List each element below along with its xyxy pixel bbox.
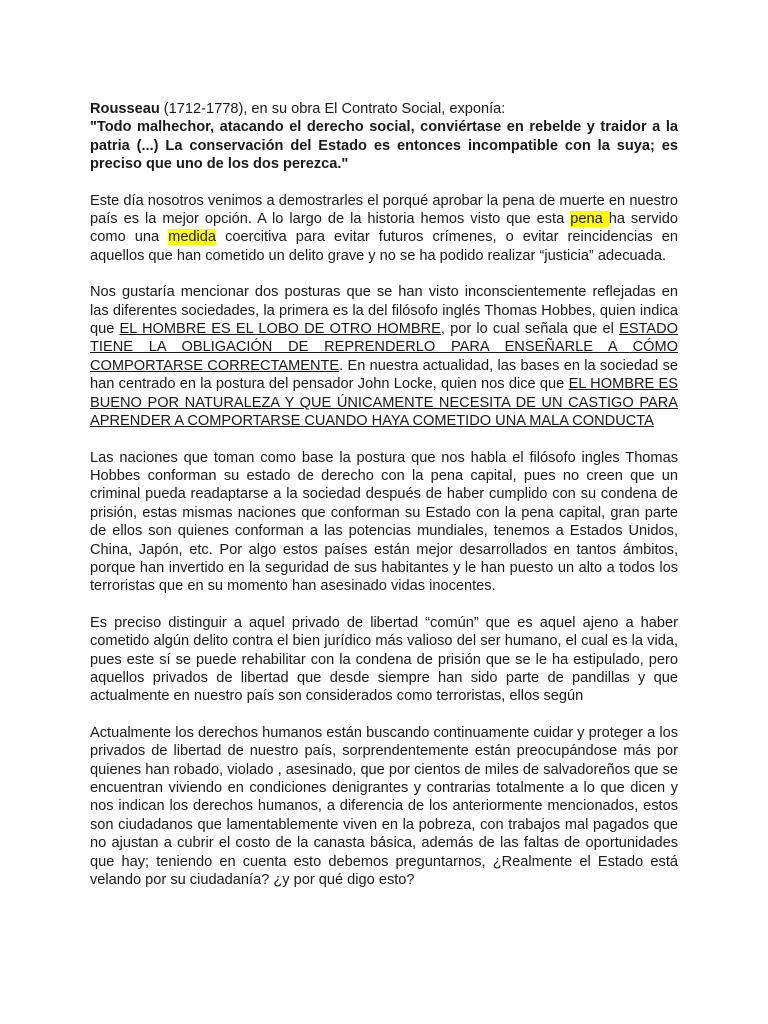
paragraph-2-text-c: . En nuestra actualidad, las bases en la sociedad se han centrado en la postura del pensador John Locke, quien nos dice que	[90, 357, 679, 393]
highlight-medida: medida	[168, 229, 217, 246]
paragraph-4: Es preciso distinguir a aquel privado de libertad “común” que es aquel ajeno a haber cometido algún delito contra el bien jurídico más valioso del ser humano, el cual es la vida, pues este sí se puede rehabilitar con la condena de prisión que se le ha estipulado, pero aquellos privados de libertad que desde siempre han sido parte de pandillas y que actualmente en nuestro país son considerados como terroristas, ellos según	[90, 614, 678, 705]
underlined-hobbes-thesis: EL HOMBRE ES EL LOBO DE OTRO HOMBRE	[119, 321, 441, 338]
underlined-locke-thesis: EL HOMBRE ES BUENO POR NATURALEZA Y QUE ÚNICAMENTE NECESITA DE UN CASTIGO PARA APRENDER A COMPORTARSE CUANDO HAYA COMETIDO UNA MALA CONDUCTA	[90, 376, 678, 430]
rousseau-quote: "Todo malhechor, atacando el derecho social, conviértase en rebelde y traidor a la patria (...) La conservación del Estado es entonces incompatible con la suya; es preciso que uno de los dos perezca."	[90, 119, 678, 173]
paragraph-1	[90, 192, 678, 266]
paragraph-2-text-a: Nos gustaría mencionar dos posturas que se han visto inconscientemente reflejadas en las diferentes sociedades, la primera es la del filósofo inglés Thomas Hobbes, quien indica que	[90, 284, 678, 338]
underlined-state-obligation: ESTADO TIENE LA OBLIGACIÓN DE REPRENDERLO PARA ENSEÑARLE A CÓMO COMPORTARSE CORRECTAMENTE	[90, 321, 679, 374]
document-body	[90, 100, 678, 907]
paragraph-1-text-c: coercitiva para evitar futuros crímenes, o evitar reincidencias en aquellos que han cometido un delito grave y no se ha podido realizar “justicia” adecuada.	[90, 229, 678, 264]
paragraph-2	[90, 283, 678, 430]
intro-text: (1712-1778), en su obra El Contrato Social, exponía:	[159, 101, 506, 117]
paragraph-2-text-b: , por lo cual señala que el	[440, 321, 620, 338]
paragraph-3: Las naciones que toman como base la postura que nos habla el filósofo ingles Thomas Hobbes conforman su estado de derecho con la pena capital, pues no creen que un criminal pueda readaptarse a la sociedad después de haber cumplido con su condena de prisión, estas mismas naciones que conforman su Estado con la pena capital, gran parte de ellos son quienes conforman a las potencias mundiales, tenemos a Estados Unidos, China, Japón, etc. Por algo estos países están mejor desarrollados en tantos ámbitos, porque han invertido en la seguridad de sus habitantes y le han puesto un alto a todos los terroristas que en su momento han asesinado vidas inocentes.	[90, 449, 678, 595]
paragraph-1-text-b: ha servido como una	[90, 211, 678, 246]
intro-line	[90, 100, 678, 118]
author-name: Rousseau	[90, 101, 160, 117]
highlight-pena: pena	[570, 211, 609, 228]
paragraph-5: Actualmente los derechos humanos están buscando continuamente cuidar y proteger a los privados de libertad de nuestro país, sorprendentemente están preocupándose más por quienes han robado, violado , asesinado, que por cientos de miles de salvadoreños que se encuentran viviendo en condiciones denigrantes y contrarias totalmente a lo que dicen y nos indican los derechos humanos, a diferencia de los anteriormente mencionados, estos son ciudadanos que lamentablemente viven en la pobreza, con trabajos mal pagados que no ajustan a cubrir el costo de la canasta básica, además de las faltas de oportunidades que hay; teniendo en cuenta esto debemos preguntarnos, ¿Realmente el Estado está velando por su ciudadanía? ¿y por qué digo esto?	[90, 724, 678, 889]
paragraph-1-text-a: Este día nosotros venimos a demostrarles el porqué aprobar la pena de muerte en nuestro país es la mejor opción. A lo largo de la historia hemos visto que esta	[90, 192, 678, 228]
